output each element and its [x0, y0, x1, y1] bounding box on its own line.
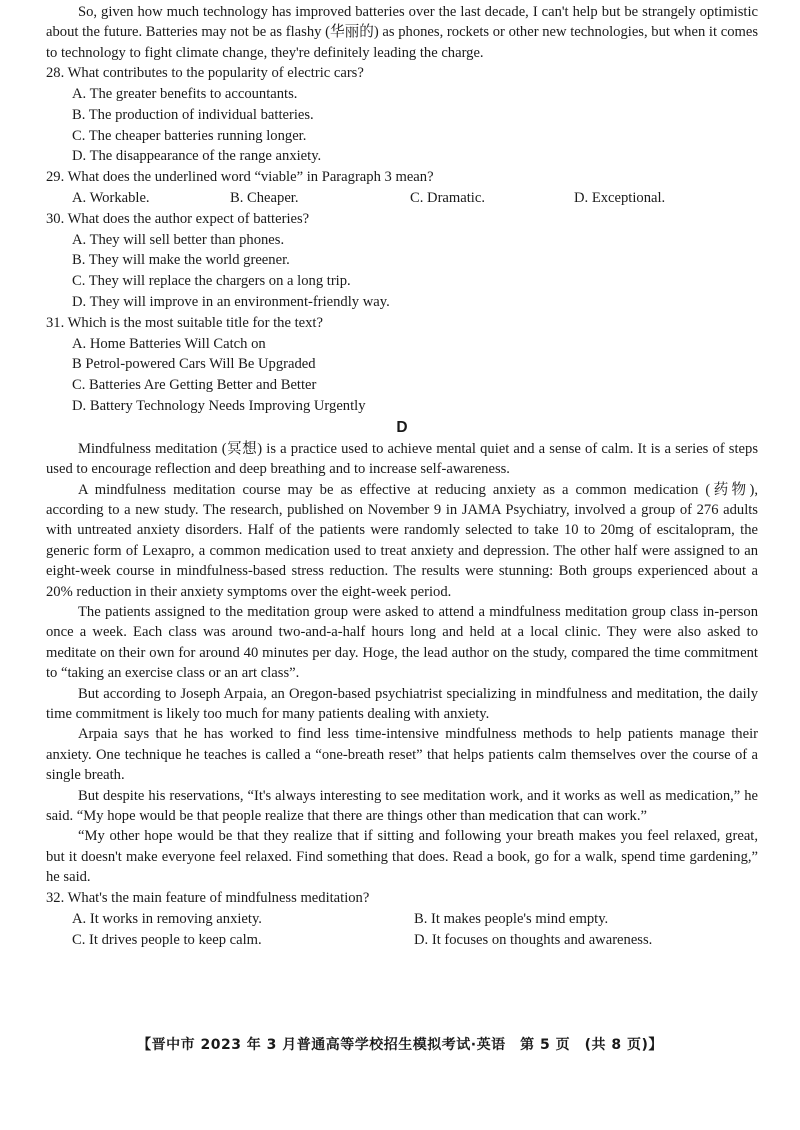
- passage-d-paragraph-3: The patients assigned to the meditation group were asked to attend a mindfulness meditation group class in-person once a week. Each class was around two-and-a-half hours long and held at a local clinic. They were also asked to meditate on their own for around 40 minutes per day. Hoge, the lead author on the study, compared the time commitment to “taking an exercise class or an art class”.: [46, 604, 758, 682]
- option-a: A. It works in removing anxiety.: [72, 910, 262, 927]
- option-a: A. Workable.: [72, 190, 150, 206]
- question-stem: 28. What contributes to the popularity of electric cars?: [46, 65, 364, 82]
- options-row: [72, 930, 758, 951]
- option-b: B. The production of individual batteries.: [72, 106, 314, 123]
- option-a: A. Home Batteries Will Catch on: [72, 335, 266, 352]
- option-c: C. Dramatic.: [410, 190, 485, 206]
- option-d: D. Exceptional.: [574, 190, 666, 206]
- question-stem: 29. What does the underlined word “viable” in Paragraph 3 mean?: [46, 169, 434, 186]
- option-c: C. It drives people to keep calm.: [72, 931, 262, 948]
- passage-d-paragraph-6: But despite his reservations, “It's always interesting to see meditation work, and it works as well as medication,” he said. “My hope would be that people realize that there are things other than medication that can work.”: [46, 787, 758, 825]
- exam-page: [46, 0, 758, 951]
- passage-d-paragraph-7: “My other hope would be that they realize that if sitting and following your breath makes you feel relaxed, great, but it doesn't make everyone feel relaxed. Find something that does. Read a book, go for a walk, spend time gardening,” he said.: [46, 828, 758, 886]
- passage-d-paragraph-2: A mindfulness meditation course may be as effective at reducing anxiety as a common medication (药物), according to a new study. The research, published on November 9 in JAMA Psychiatry, involved a group of 276 adults with untreated anxiety disorders. Half of the patients were randomly selected to take 10 to 20mg of escitalopram, the generic form of Lexapro, a common medication used to treat anxiety and depression. The other half were assigned to an eight-week course in mindfulness-based stress reduction. The results were stunning: Both groups experienced about a 20% reduction in their anxiety symptoms over the eight-week period.: [46, 481, 758, 600]
- option-d: D. They will improve in an environment-friendly way.: [72, 293, 390, 310]
- question-stem: 30. What does the author expect of batteries?: [46, 210, 310, 227]
- option-d: D. The disappearance of the range anxiety.: [72, 148, 322, 165]
- option-c: C. The cheaper batteries running longer.: [72, 127, 307, 144]
- passage-d-paragraph-1: Mindfulness meditation (冥想) is a practice used to achieve mental quiet and a sense of calm. It is a series of steps used to encourage reflection and deep breathing and to increase self-awareness.: [46, 440, 758, 478]
- options-row: [72, 909, 758, 930]
- option-a: A. They will sell better than phones.: [72, 231, 285, 248]
- option-d: D. It focuses on thoughts and awareness.: [414, 931, 653, 948]
- option-c: C. Batteries Are Getting Better and Better: [72, 377, 317, 394]
- passage-d-paragraph-5: Arpaia says that he has worked to find less time-intensive mindfulness methods to help patients manage their anxiety. One technique he teaches is called a “one-breath reset” that helps patients calm themselves over the course of a single breath.: [46, 726, 758, 784]
- question-29: [46, 167, 758, 209]
- page-footer: 【晋中市 2023 年 3 月普通高等学校招生模拟考试·英语 第 5 页 (共 8 页)】: [137, 1037, 663, 1053]
- passage-d-paragraph-4: But according to Joseph Arpaia, an Oregon-based psychiatrist specializing in mindfulness and meditation, the daily time commitment is likely too much for many patients dealing with anxiety.: [46, 685, 758, 723]
- question-28: [46, 63, 758, 167]
- option-c: C. They will replace the chargers on a long trip.: [72, 273, 351, 290]
- passage-c-final-paragraph: So, given how much technology has improved batteries over the last decade, I can't help but be strangely optimistic about the future. Batteries may not be as flashy (华丽的) as phones, rockets or other new technologies, but when it comes to technology to fight climate change, they're definitely leading the charge.: [46, 4, 758, 61]
- question-stem: 31. Which is the most suitable title for the text?: [46, 314, 323, 331]
- option-a: A. The greater benefits to accountants.: [72, 86, 298, 103]
- section-heading: D: [396, 418, 408, 436]
- option-b: B. It makes people's mind empty.: [414, 910, 609, 927]
- question-32: [46, 888, 758, 951]
- option-d: D. Battery Technology Needs Improving Urgently: [72, 397, 366, 414]
- option-b: B. They will make the world greener.: [72, 252, 290, 269]
- option-b: B Petrol-powered Cars Will Be Upgraded: [72, 356, 316, 373]
- question-31: [46, 313, 758, 417]
- question-stem: 32. What's the main feature of mindfulness meditation?: [46, 889, 370, 906]
- question-30: [46, 209, 758, 313]
- option-b: B. Cheaper.: [230, 190, 299, 206]
- options-row: [72, 188, 758, 209]
